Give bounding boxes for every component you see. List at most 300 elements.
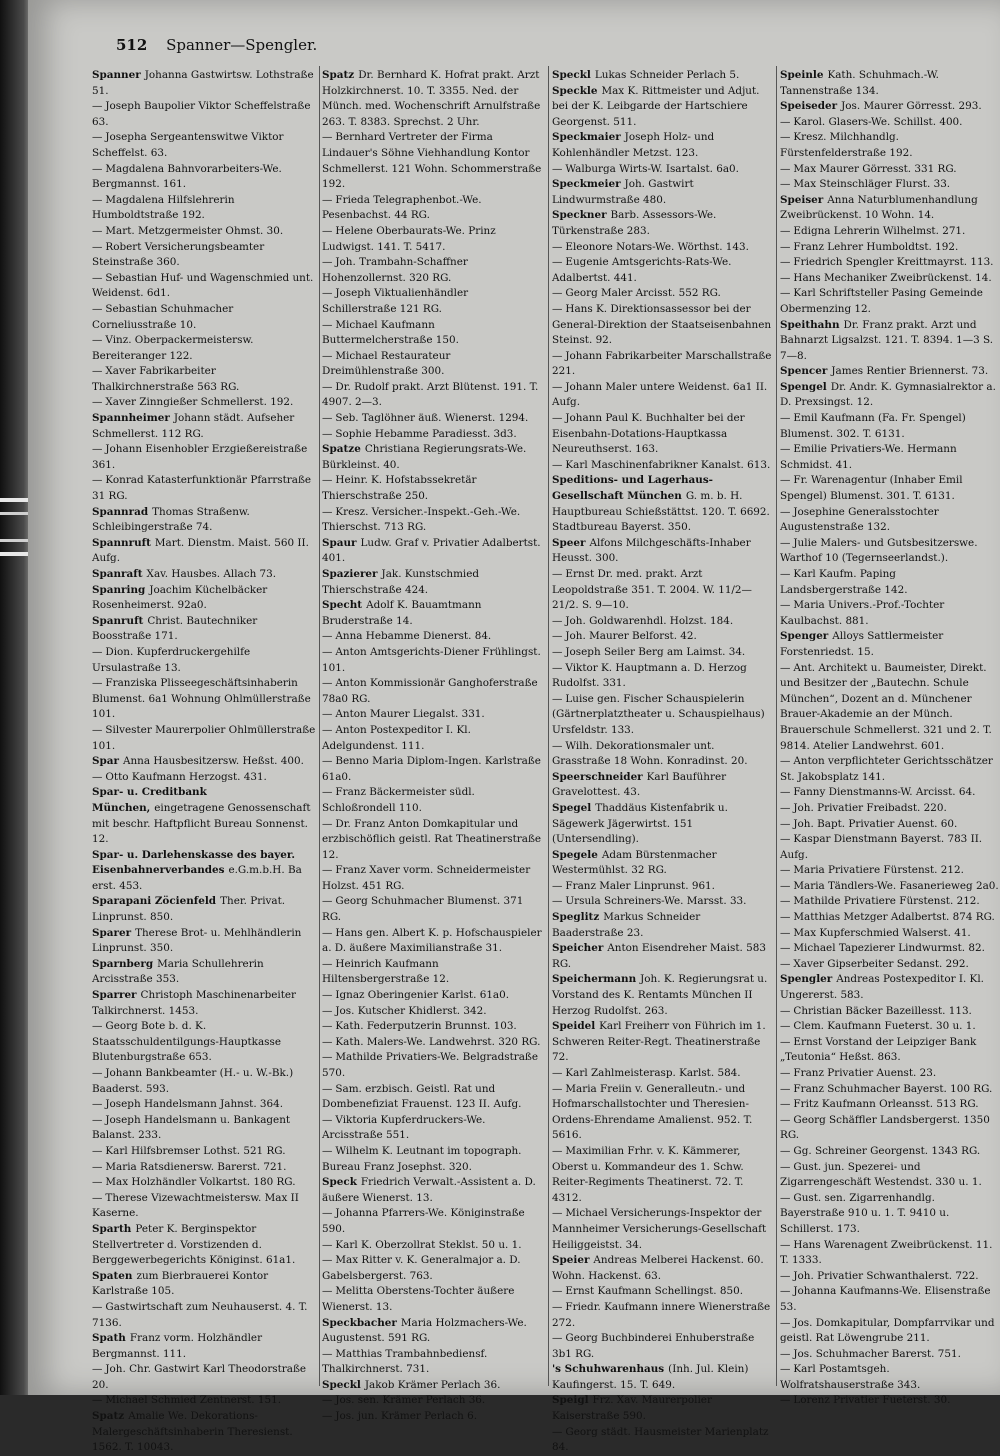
entry-details: Johanna Gastwirtsw. Lothstraße 51. (92, 69, 314, 97)
directory-entry (92, 302, 316, 333)
directory-entry (552, 972, 774, 1019)
entry-details: Kresz. Versicher.-Inspekt.-Geh.-We. Thierschst. 713 RG. (322, 505, 521, 534)
entry-dash: — (780, 926, 791, 939)
entry-details: Anton verpflichteter Gerichtsschätzer St. Jakobsplatz 141. (780, 755, 993, 783)
entry-details: Franz Schuhmacher Bayerst. 100 RG. (793, 1082, 993, 1095)
directory-entry (552, 349, 774, 380)
entry-surname: Specht (322, 599, 363, 612)
entry-details: Ignaz Oberingenier Karlst. 61a0. (335, 989, 510, 1002)
directory-entry (92, 1393, 316, 1409)
entry-details: Joseph Seiler Berg am Laimst. 34. (565, 645, 746, 658)
directory-entry (780, 1035, 1000, 1066)
directory-entry (322, 1409, 544, 1425)
entry-surname: Speichermann (552, 973, 637, 986)
directory-entry (92, 442, 316, 473)
entry-dash: — (780, 911, 791, 924)
directory-entry (92, 536, 316, 567)
directory-entry (780, 193, 1000, 224)
entry-details: Ursula Schreiners-We. Marsst. 33. (565, 895, 747, 908)
entry-details: Franziska Plisseegeschäftsinhaberin Blumenst. 6a1 Wohnung Ohlmüllerstraße 101. (92, 677, 311, 721)
entry-surname: Speditions- und Lagerhaus-Gesellschaft München (552, 474, 713, 503)
entry-dash: — (322, 1347, 333, 1360)
directory-column-4 (780, 68, 1000, 1407)
entry-dash: — (552, 645, 563, 658)
directory-entry (322, 1144, 544, 1175)
directory-entry (780, 411, 1000, 442)
entry-dash: — (780, 599, 791, 612)
directory-entry (552, 208, 774, 239)
entry-dash: — (92, 271, 103, 284)
directory-entry (322, 255, 544, 286)
entry-details: Robert Versicherungsbeamter Steinstraße 360. (92, 240, 265, 269)
entry-details: Georg Schäffler Landsbergerst. 1350 RG. (780, 1113, 990, 1142)
entry-dash: — (780, 1067, 791, 1079)
directory-entry (552, 801, 774, 848)
directory-entry (552, 1066, 774, 1082)
entry-dash: — (92, 443, 103, 456)
entry-details: Kresz. Milchhandlg. Fürstenfelderstraße 192. (780, 131, 913, 159)
entry-details: Ernst Vorstand der Leipziger Bank „Teutonia“ Heßst. 863. (780, 1035, 977, 1064)
entry-details: Michael Restaurateur Dreimühlenstraße 300. (322, 349, 451, 378)
entry-dash: — (780, 1363, 791, 1376)
entry-dash: — (552, 879, 563, 892)
entry-dash: — (552, 1144, 563, 1157)
entry-details: Mathilde Privatiers-We. Belgradstraße 570. (322, 1051, 538, 1079)
directory-entry (780, 1347, 1000, 1363)
entry-details: Hans Warenagent Zweibrückenst. 11. T. 1333. (780, 1238, 993, 1267)
entry-dash: — (92, 100, 103, 113)
entry-dash: — (780, 568, 791, 580)
entry-dash: — (780, 817, 791, 830)
entry-dash: — (780, 412, 791, 425)
directory-entry (780, 473, 1000, 504)
entry-details: Jos. Kutscher Khidlerst. 342. (335, 1004, 487, 1017)
entry-details: Kath. Federputzerin Brunnst. 103. (335, 1020, 517, 1033)
entry-dash: — (92, 723, 103, 736)
directory-column-2 (322, 68, 544, 1423)
entry-details: Gg. Schreiner Georgenst. 1343 RG. (793, 1144, 981, 1157)
entry-details: Josepha Sergeantenswitwe Viktor Scheffelst. 63. (92, 131, 284, 159)
entry-dash: — (552, 1067, 563, 1079)
directory-entry (552, 1362, 774, 1393)
entry-surname: Spanruft (92, 614, 144, 627)
directory-entry (780, 1144, 1000, 1160)
entry-details: Hans K. Direktionsassessor bei der General-Direktion der Staatseisenbahnen Steinst. 92. (552, 302, 772, 347)
entry-dash: — (92, 131, 103, 144)
entry-dash: — (322, 1238, 333, 1251)
entry-surname: Spaten (92, 1269, 133, 1282)
entry-details: Kath. Malers-We. Landwehrst. 320 RG. (335, 1035, 541, 1048)
entry-dash: — (780, 1144, 791, 1157)
entry-details: Frz. Xav. Maurerpolier Kaiserstraße 590. (552, 1394, 712, 1423)
entry-details: Karl Zahlmeisterasp. Karlst. 584. (565, 1067, 741, 1079)
directory-entry (552, 473, 774, 535)
directory-entry (780, 224, 1000, 240)
entry-dash: — (92, 1113, 103, 1126)
entry-details: Helene Oberbaurats-We. Prinz Ludwigst. 141. T. 5417. (322, 224, 496, 253)
entry-details: Magdalena Hilfslehrerin Humboldtstraße 192. (92, 193, 235, 222)
entry-dash: — (92, 396, 103, 409)
entry-details: Anton Postexpeditor I. Kl. Adelgundenst. 111. (322, 723, 471, 752)
directory-entry (780, 240, 1000, 256)
entry-details: Adam Bürstenmacher Westermühlst. 32 RG. (552, 848, 717, 877)
entry-details: Karl K. Oberzollrat Steklst. 50 u. 1. (335, 1238, 522, 1251)
entry-dash: — (322, 193, 333, 206)
entry-dash: — (322, 1004, 333, 1017)
directory-entry (92, 1222, 316, 1269)
entry-details: Maria Freiin v. Generalleutn.- und Hofmarschallstochter und Theresien-Ordens-Ehrendame Amalienst. 952. T. 5616. (552, 1082, 753, 1142)
directory-entry (322, 1253, 544, 1284)
entry-dash: — (780, 786, 791, 799)
entry-details: Max Kupferschmied Walserst. 41. (793, 926, 971, 939)
entry-details: Gastwirtschaft zum Neuhauserst. 4. T. 7136. (92, 1300, 308, 1329)
directory-entry (322, 1238, 544, 1254)
entry-details: Ernst Kaufmann Schellingst. 850. (565, 1285, 744, 1298)
entry-details: Sam. erzbisch. Geistl. Rat und Dombenefiziat Frauenst. 123 II. Aufg. (322, 1082, 522, 1111)
entry-details: Maria Holzmachers-We. Augustenst. 591 RG. (322, 1316, 527, 1345)
entry-details: Joh. Privatier Freibadst. 220. (793, 801, 947, 814)
directory-entry (92, 1066, 316, 1097)
entry-details: Dion. Kupferdruckergehilfe Ursulastraße 13. (92, 645, 251, 674)
entry-details: Joseph Viktualienhändler Schillerstraße 121 RG. (322, 287, 469, 315)
directory-entry (552, 286, 774, 302)
directory-entry (322, 1175, 544, 1206)
entry-details: Peter K. Berginspektor Stellvertreter d. Vorstizenden d. Berggewerbegerichts Königinst. 61a1. (92, 1222, 296, 1267)
entry-details: Anton Eisendreher Maist. 583 RG. (552, 942, 766, 970)
entry-details: Fritz Kaufmann Orleansst. 513 RG. (793, 1098, 979, 1111)
entry-details: Anna Naturblumenhandlung Zweibrückenst. 10 Wohn. 14. (780, 193, 978, 222)
entry-dash: — (780, 755, 791, 768)
directory-entry (322, 1284, 544, 1315)
entry-details: Maria Univers.-Prof.-Tochter Kaulbachst. 881. (780, 599, 945, 627)
entry-details: Heinrich Kaufmann Hiltensbergerstraße 12. (322, 957, 450, 986)
entry-surname: Speicher (552, 942, 604, 955)
entry-surname: Spatz (92, 1410, 125, 1423)
directory-entry (92, 99, 316, 130)
entry-surname: Sparth (92, 1222, 132, 1235)
entry-dash: — (322, 677, 333, 690)
directory-entry (780, 255, 1000, 271)
entry-details: Joh. Maurer Belforst. 42. (565, 630, 697, 643)
entry-details: G. m. b. H. Hauptbureau Schießstättst. 120. T. 6692. Stadtbureau Bayerst. 350. (552, 490, 770, 534)
directory-entry (322, 1004, 544, 1020)
entry-details: Georg Maler Arcisst. 552 RG. (565, 287, 721, 300)
entry-details: Joseph Baupolier Viktor Scheffelstraße 63. (92, 100, 311, 128)
entry-dash: — (322, 630, 333, 643)
entry-dash: — (780, 957, 791, 970)
directory-entry (552, 894, 774, 910)
entry-details: Max Maurer Görresst. 331 RG. (793, 162, 957, 175)
entry-surname: Spanraft (92, 568, 143, 580)
entry-details: Dr. Bernhard K. Hofrat prakt. Arzt Holzkirchnerst. 10. T. 3355. Ned. der Münch. med. Wochenschrift Arnulfstraße 263. T. 8383. Sprechst. 2 Uhr. (322, 69, 541, 128)
directory-entry (552, 1300, 774, 1331)
entry-details: Dr. Franz Anton Domkapitular und erzbischöflich geistl. Rat Theatinerstraße 12. (322, 817, 542, 861)
directory-entry (780, 115, 1000, 131)
entry-details: Max Ritter v. K. Generalmajor a. D. Gabelsbergerst. 763. (322, 1254, 521, 1282)
directory-entry (92, 988, 316, 1019)
entry-dash: — (322, 1020, 333, 1033)
directory-entry (780, 894, 1000, 910)
entry-surname: Spatz (322, 69, 355, 81)
directory-entry (92, 1113, 316, 1144)
directory-entry (552, 177, 774, 208)
entry-details: Fanny Dienstmanns-W. Arcisst. 64. (793, 786, 976, 799)
entry-details: Xaver Fabrikarbeiter Thalkirchnerstraße 563 RG. (92, 365, 240, 393)
directory-entry (780, 442, 1000, 473)
entry-surname: Sparrer (92, 989, 137, 1002)
directory-entry (552, 1253, 774, 1284)
entry-details: Joh. Gastwirt Lindwurmstraße 480. (552, 178, 694, 206)
directory-entry (92, 68, 316, 99)
entry-dash: — (92, 334, 103, 347)
directory-entry (322, 286, 544, 317)
entry-dash: — (780, 864, 791, 877)
entry-surname: Speckbacher (322, 1316, 397, 1329)
entry-details: Dr. Andr. K. Gymnasialrektor a. D. Prexsingst. 12. (780, 380, 996, 409)
entry-details: Silvester Maurerpolier Ohlmüllerstraße 101. (92, 723, 316, 752)
entry-details: Gust. jun. Spezerei- und Zigarrengeschäft Westendst. 330 u. 1. (780, 1160, 982, 1189)
entry-surname: Speidel (552, 1020, 596, 1033)
entry-dash: — (92, 677, 103, 690)
entry-details: Anna Hausbesitzersw. Heßst. 400. (122, 755, 304, 768)
entry-dash: — (92, 1098, 103, 1111)
directory-entry (780, 972, 1000, 1003)
entry-details: Max Holzhändler Volkartst. 180 RG. (105, 1176, 296, 1189)
entry-details: Michael Kaufmann Buttermelcherstraße 150. (322, 318, 459, 347)
directory-entry (322, 380, 544, 411)
directory-entry (322, 645, 544, 676)
entry-surname: Spannrad (92, 505, 149, 518)
directory-entry (552, 68, 774, 84)
entry-surname: 's Schuhwarenhaus (552, 1363, 665, 1376)
entry-details: Christ. Bautechniker Boosstraße 171. (92, 614, 258, 643)
entry-dash: — (92, 1363, 103, 1376)
entry-surname: Speckmeier (552, 178, 621, 191)
directory-entry (92, 1175, 316, 1191)
directory-entry (322, 1206, 544, 1237)
entry-surname: Sparer (92, 926, 132, 939)
entry-details: Walburga Wirts-W. Isartalst. 6a0. (565, 162, 739, 175)
entry-dash: — (780, 474, 791, 487)
entry-details: Johann städt. Aufseher Schmellerst. 112 RG. (92, 412, 295, 440)
directory-entry (322, 754, 544, 785)
entry-details: Joh. K. Regierungsrat u. Vorstand des K. Rentamts München II Herzog Rudolfst. 263. (552, 973, 768, 1017)
entry-surname: Speerschneider (552, 770, 643, 783)
entry-details: Maria Schullehrerin Arcisstraße 353. (92, 957, 264, 986)
entry-details: Franz Xaver vorm. Schneidermeister Holzst. 451 RG. (322, 864, 531, 892)
entry-dash: — (322, 349, 333, 362)
entry-surname: Speer (552, 536, 586, 549)
entry-details: Clem. Kaufmann Fueterst. 30 u. 1. (793, 1020, 976, 1033)
directory-entry (322, 894, 544, 925)
directory-entry (552, 1144, 774, 1206)
entry-details: Luise gen. Fischer Schauspielerin (Gärtnerplatztheater u. Schauspielhaus) Ursfeldstr. 133. (552, 692, 765, 736)
entry-details: Joh. Trambahn-Schaffner Hohenzollernst. 320 RG. (322, 256, 468, 284)
entry-surname: Speithahn (780, 318, 840, 331)
entry-details: Anton Maurer Liegalst. 331. (335, 708, 485, 721)
entry-details: Viktoria Kupferdruckers-We. Arcisstraße 551. (322, 1113, 486, 1142)
entry-details: Benno Maria Diplom-Ingen. Karlstraße 61a0. (322, 755, 541, 783)
directory-entry (780, 910, 1000, 926)
entry-dash: — (322, 864, 333, 877)
entry-details: Lorenz Privatier Fueterst. 30. (793, 1394, 951, 1407)
entry-dash: — (780, 1191, 791, 1204)
directory-entry (92, 785, 316, 847)
directory-entry (92, 240, 316, 271)
entry-details: Joh. Bapt. Privatier Auenst. 60. (793, 817, 958, 830)
entry-dash: — (92, 365, 103, 378)
entry-dash: — (322, 1082, 333, 1095)
entry-surname: Speglitz (552, 911, 600, 924)
entry-details: Lukas Schneider Perlach 5. (594, 69, 740, 81)
entry-dash: — (780, 1020, 791, 1033)
entry-details: Mart. Metzgermeister Ohmst. 30. (105, 224, 284, 237)
entry-details: Mathilde Privatiere Fürstenst. 212. (793, 895, 980, 908)
entry-dash: — (322, 1410, 333, 1423)
directory-column-3 (552, 68, 774, 1454)
entry-surname: Speier (552, 1254, 590, 1267)
entry-dash: — (780, 240, 791, 253)
entry-dash: — (780, 224, 791, 237)
entry-details: Vinz. Oberpackermeistersw. Bereiteranger 122. (92, 334, 254, 362)
directory-entry (780, 1284, 1000, 1315)
entry-details: Johann Fabrikarbeiter Marschallstraße 221. (552, 349, 772, 378)
entry-surname: Spengler (780, 973, 833, 986)
entry-details: Maria Ratsdienersw. Barerst. 721. (105, 1160, 287, 1173)
entry-details: Ant. Architekt u. Baumeister, Direkt. und Besitzer der „Bautechn. Schule München“, Dozent an d. Münchener Brauer-Akademie an der Münch. Brauerschule Schmellerst. 321 und 2. T. 9814. Atelier Landwehrst. 601. (780, 661, 992, 752)
entry-dash: — (322, 989, 333, 1002)
directory-entry (780, 817, 1000, 833)
directory-entry (780, 1019, 1000, 1035)
directory-entry (780, 1004, 1000, 1020)
entry-surname: Spaur (322, 536, 357, 549)
entry-details: Christiana Regierungsrats-We. Bürkleinst. 40. (322, 443, 527, 471)
entry-dash: — (552, 739, 563, 752)
entry-surname: Speiser (780, 193, 824, 206)
directory-entry (552, 255, 774, 286)
entry-dash: — (322, 755, 333, 768)
directory-entry (322, 1347, 544, 1378)
entry-dash: — (552, 302, 563, 315)
entry-details: Eleonore Notars-We. Wörthst. 143. (565, 240, 749, 253)
entry-details: Anton Kommissionär Ganghoferstraße 78a0 RG. (322, 677, 538, 705)
entry-details: Franz Privatier Auenst. 23. (793, 1067, 937, 1079)
directory-entry (552, 910, 774, 941)
entry-dash: — (780, 443, 791, 456)
entry-surname: Spencer (780, 365, 828, 378)
entry-details: Joh. Chr. Gastwirt Karl Theodorstraße 20. (92, 1363, 307, 1391)
directory-entry (780, 1362, 1000, 1393)
column-rule (548, 66, 549, 1386)
directory-entry (322, 926, 544, 957)
directory-entry (322, 349, 544, 380)
directory-entry (552, 1331, 774, 1362)
entry-dash: — (780, 1347, 791, 1360)
directory-entry (780, 941, 1000, 957)
entry-details: Markus Schneider Baaderstraße 23. (552, 911, 701, 939)
directory-entry (92, 130, 316, 161)
directory-entry (92, 754, 316, 770)
entry-details: Julie Malers- und Gutsbesitzerswe. Warthof 10 (Tegernseerlandst.). (780, 536, 978, 565)
entry-details: Dr. Franz prakt. Arzt und Bahnarzt Ligsalzst. 121. T. 8394. 1—3 S. 7—8. (780, 318, 994, 362)
directory-entry (780, 1113, 1000, 1144)
directory-entry (322, 1378, 544, 1394)
directory-entry (552, 629, 774, 645)
directory-entry (322, 567, 544, 598)
directory-entry (552, 240, 774, 256)
entry-dash: — (780, 115, 791, 128)
entry-dash: — (322, 786, 333, 799)
directory-entry (92, 473, 316, 504)
entry-dash: — (552, 380, 563, 393)
entry-dash: — (322, 708, 333, 721)
entry-surname: Speiseder (780, 100, 838, 113)
entry-details: Alfons Milchgeschäfts-Inhaber Heusst. 300. (552, 536, 751, 565)
entry-dash: — (552, 895, 563, 908)
entry-dash: — (552, 349, 563, 362)
entry-dash: — (322, 1285, 333, 1298)
entry-details: Johanna Kaufmanns-We. Elisenstraße 53. (780, 1285, 991, 1313)
entry-dash: — (780, 162, 791, 175)
entry-dash: — (322, 318, 333, 331)
directory-entry (780, 863, 1000, 879)
entry-surname: Speck (322, 1176, 357, 1189)
entry-details: Karl Bauführer Gravelottest. 43. (552, 770, 727, 799)
entry-dash: — (322, 1254, 333, 1267)
directory-entry (780, 271, 1000, 287)
entry-surname: Spannruft (92, 536, 151, 549)
entry-dash: — (780, 1394, 791, 1407)
directory-entry (92, 1331, 316, 1362)
entry-dash: — (780, 1113, 791, 1126)
directory-entry (92, 567, 316, 583)
directory-entry (780, 286, 1000, 317)
directory-entry (780, 536, 1000, 567)
entry-surname: Spegel (552, 801, 592, 814)
entry-details: Adolf K. Bauamtmann Bruderstraße 14. (322, 599, 482, 627)
entry-dash: — (322, 131, 333, 144)
entry-surname: Speigl (552, 1394, 589, 1407)
entry-details: Christoph Maschinenarbeiter Talkirchnerst. 1453. (92, 989, 297, 1017)
directory-entry (322, 676, 544, 707)
entry-dash: — (552, 412, 563, 425)
entry-dash: — (322, 1394, 333, 1407)
entry-details: Kaspar Dienstmann Bayerst. 783 II. Aufg. (780, 833, 983, 861)
entry-dash: — (322, 957, 333, 970)
directory-entry (92, 645, 316, 676)
entry-details: Therese Brot- u. Mehlhändlerin Linprunst. 350. (92, 926, 302, 955)
entry-dash: — (552, 568, 563, 580)
directory-entry (552, 879, 774, 895)
directory-entry (780, 380, 1000, 411)
entry-surname: Speckner (552, 209, 607, 222)
entry-details: Franz Lehrer Humboldtst. 192. (793, 240, 959, 253)
column-rule (776, 66, 777, 1386)
entry-dash: — (780, 287, 791, 300)
entry-dash: — (780, 536, 791, 549)
entry-dash: — (780, 942, 791, 955)
entry-surname: Spar- u. Darlehenskasse des bayer. Eisenbahnerverbandes (92, 848, 296, 877)
entry-details: Sebastian Schuhmacher Corneliusstraße 10. (92, 302, 234, 331)
entry-details: Jos. sen. Krämer Perlach 36. (335, 1394, 486, 1407)
directory-entry (322, 863, 544, 894)
directory-entry (552, 302, 774, 349)
directory-entry (780, 364, 1000, 380)
entry-details: e.G.m.b.H. Ba erst. 453. (92, 864, 302, 892)
directory-entry (552, 1019, 774, 1066)
entry-details: Ernst Dr. med. prakt. Arzt Leopoldstraße 351. T. 2004. W. 11/2—21/2. S. 9—10. (552, 568, 752, 612)
directory-entry (780, 957, 1000, 973)
